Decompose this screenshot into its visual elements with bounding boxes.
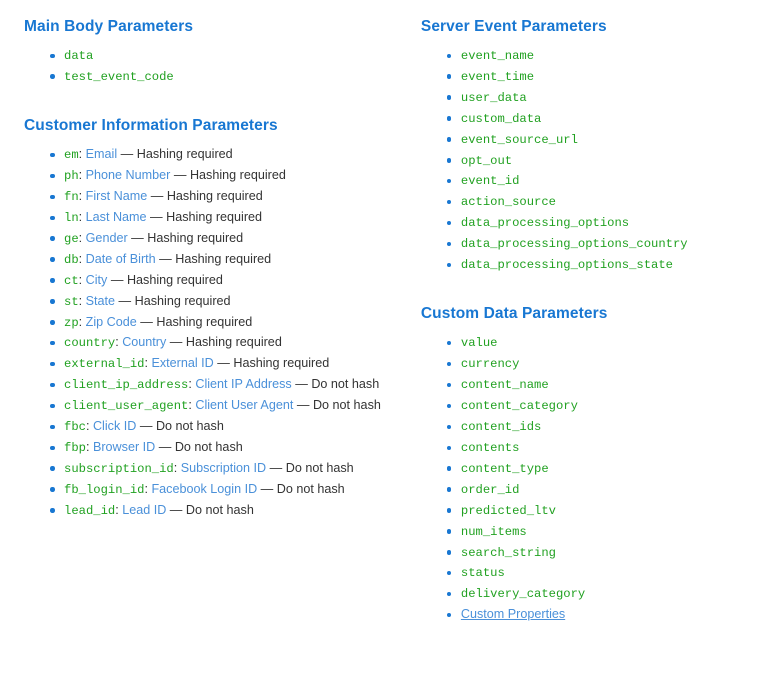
param-note: Hashing required — [147, 230, 244, 245]
list-item — [447, 605, 739, 624]
list-item — [50, 250, 407, 270]
param-note: Hashing required — [185, 335, 282, 350]
list-item — [50, 166, 407, 186]
param-separator: : — [78, 210, 86, 225]
param-note: Hashing required — [175, 251, 272, 266]
list-item — [447, 171, 739, 191]
param-separator: : — [78, 230, 86, 245]
param-code: value — [460, 336, 498, 351]
list-item — [50, 354, 407, 374]
list-item — [50, 480, 407, 500]
param-code: currency — [460, 357, 520, 372]
param-dash: — — [257, 481, 277, 496]
param-separator: : — [78, 314, 86, 329]
param-code: fb_login_id — [64, 482, 145, 497]
param-code: content_name — [460, 378, 549, 393]
list-item — [50, 187, 407, 207]
param-separator: : — [78, 168, 86, 183]
list-item — [50, 46, 407, 66]
param-code: user_data — [460, 90, 527, 105]
param-code: event_source_url — [460, 132, 578, 147]
list-item — [447, 46, 739, 66]
param-code: lead_id — [64, 503, 116, 518]
section-customer-information-parameters — [24, 117, 407, 521]
list-item — [447, 88, 739, 108]
param-code: delivery_category — [460, 587, 586, 602]
list-item — [50, 145, 407, 165]
param-code: content_category — [460, 399, 578, 414]
param-label: State — [85, 293, 116, 308]
param-separator: : — [115, 502, 123, 517]
server-event-parameter-list — [421, 46, 739, 275]
param-label: External ID — [151, 356, 214, 371]
param-dash: — — [117, 147, 137, 162]
section-title-main-body: Main Body Parameters — [24, 18, 194, 35]
param-separator: : — [85, 419, 93, 434]
list-item — [50, 501, 407, 521]
list-item — [447, 67, 739, 87]
right-column — [421, 18, 739, 699]
param-note: Hashing required — [136, 147, 233, 162]
list-item — [447, 438, 739, 458]
param-code: data_processing_options_state — [460, 258, 673, 273]
param-label: Browser ID — [92, 440, 156, 454]
list-item — [447, 130, 739, 150]
param-code: event_time — [460, 69, 535, 84]
main-body-parameter-list — [24, 46, 407, 87]
param-separator: : — [173, 460, 181, 475]
list-item — [50, 313, 407, 333]
param-dash: — — [266, 460, 286, 475]
param-code: ge — [64, 231, 79, 246]
param-separator: : — [78, 293, 86, 308]
section-custom-data-parameters — [421, 305, 739, 624]
param-note: Do not hash — [174, 440, 243, 454]
param-code: ln — [64, 211, 79, 226]
param-dash: — — [166, 502, 186, 517]
param-separator: : — [188, 398, 196, 413]
param-separator: : — [78, 189, 86, 204]
param-code: em — [64, 148, 79, 163]
list-item — [50, 417, 407, 437]
param-code: client_ip_address — [64, 378, 189, 393]
param-label: Subscription ID — [180, 460, 267, 475]
param-note: Do not hash — [276, 481, 345, 496]
list-item — [50, 396, 407, 416]
param-label: Client IP Address — [195, 377, 292, 392]
param-label: Client User Agent — [195, 398, 294, 413]
list-item — [447, 213, 739, 233]
param-label: Date of Birth — [85, 251, 156, 266]
param-note: Do not hash — [155, 419, 224, 434]
list-item — [447, 354, 739, 374]
param-label: First Name — [85, 189, 148, 204]
param-code: fbc — [64, 420, 86, 435]
param-code: client_user_agent — [64, 399, 189, 414]
param-code: search_string — [460, 545, 556, 560]
param-code: data — [64, 49, 94, 63]
param-code: custom_data — [460, 111, 542, 126]
param-code: subscription_id — [64, 461, 174, 476]
param-separator: : — [188, 377, 196, 392]
left-column — [24, 18, 421, 699]
section-title-custom-data: Custom Data Parameters — [420, 305, 608, 323]
list-item — [50, 459, 407, 479]
section-title-customer-information: Customer Information Parameters — [24, 117, 278, 135]
param-label: City — [85, 272, 108, 287]
list-item — [50, 438, 407, 458]
list-item — [447, 522, 739, 542]
custom-properties-link[interactable]: Custom Properties — [460, 607, 566, 622]
param-dash: — — [170, 168, 190, 183]
param-label: Phone Number — [85, 168, 171, 183]
list-item — [447, 480, 739, 500]
param-dash: — — [293, 398, 313, 413]
section-title-server-event: Server Event Parameters — [420, 18, 607, 35]
list-item — [447, 501, 739, 521]
param-code: fbp — [64, 441, 86, 455]
param-label: Last Name — [85, 210, 147, 225]
param-code: ct — [64, 273, 79, 288]
param-separator: : — [115, 335, 123, 350]
list-item — [447, 584, 739, 604]
list-item — [447, 396, 739, 416]
list-item — [50, 271, 407, 291]
param-note: Hashing required — [156, 314, 253, 329]
list-item — [447, 192, 739, 212]
param-code: external_id — [64, 357, 145, 372]
param-label: Gender — [85, 230, 128, 245]
param-code: test_event_code — [64, 69, 174, 84]
param-separator: : — [144, 481, 152, 496]
param-separator: : — [78, 147, 86, 162]
param-dash: — — [107, 272, 127, 287]
param-dash: — — [166, 335, 186, 350]
custom-data-parameter-list — [421, 333, 739, 624]
param-dash: — — [155, 440, 175, 454]
param-note: Hashing required — [134, 293, 231, 308]
param-note: Hashing required — [166, 210, 263, 225]
param-dash: — — [115, 293, 135, 308]
list-item — [50, 208, 407, 228]
list-item — [447, 563, 739, 583]
param-code: ph — [64, 169, 79, 184]
param-note: Hashing required — [166, 189, 263, 204]
param-dash: — — [155, 251, 176, 266]
param-code: data_processing_options — [460, 216, 630, 231]
customer-information-parameter-list — [24, 145, 407, 521]
param-code: db — [64, 252, 79, 267]
param-label: Facebook Login ID — [151, 481, 258, 496]
param-dash: — — [136, 314, 157, 329]
list-item — [447, 375, 739, 395]
param-label: Lead ID — [122, 502, 167, 517]
list-item — [447, 459, 739, 479]
list-item — [447, 333, 739, 353]
param-code: event_id — [460, 174, 520, 189]
param-label: Country — [122, 335, 167, 350]
list-item — [447, 417, 739, 437]
param-code: order_id — [460, 482, 520, 497]
param-code: contents — [460, 441, 520, 455]
param-separator: : — [144, 356, 152, 371]
param-note: Do not hash — [285, 460, 354, 475]
param-separator: : — [85, 440, 93, 454]
param-code: fn — [64, 190, 79, 205]
section-main-body-parameters — [24, 18, 407, 87]
param-dash: — — [291, 377, 312, 392]
param-note: Hashing required — [233, 356, 330, 371]
list-item — [50, 292, 407, 312]
param-separator: : — [78, 251, 86, 266]
param-dash: — — [213, 356, 234, 371]
param-note: Hashing required — [126, 272, 223, 287]
param-code: st — [64, 294, 79, 309]
section-server-event-parameters — [421, 18, 739, 275]
param-separator: : — [78, 272, 86, 287]
list-item — [50, 375, 407, 395]
param-dash: — — [147, 189, 167, 204]
param-code: predicted_ltv — [460, 503, 556, 518]
param-code: content_ids — [460, 420, 542, 435]
list-item — [447, 543, 739, 563]
param-note: Do not hash — [185, 502, 254, 517]
param-code: country — [64, 336, 116, 351]
list-item — [50, 333, 407, 353]
list-item — [447, 109, 739, 129]
param-note: Hashing required — [189, 168, 286, 183]
list-item — [447, 151, 739, 171]
param-label: Zip Code — [85, 314, 137, 329]
param-label: Email — [85, 147, 118, 162]
param-code: opt_out — [460, 153, 513, 168]
param-note: Do not hash — [312, 398, 381, 413]
param-code: action_source — [460, 195, 556, 210]
param-code: event_name — [460, 49, 535, 63]
param-note: Do not hash — [311, 377, 380, 392]
param-dash: — — [146, 210, 167, 225]
param-label: Click ID — [92, 419, 137, 434]
param-dash: — — [136, 419, 156, 434]
param-code: zp — [64, 315, 79, 330]
list-item — [447, 234, 739, 254]
list-item — [50, 229, 407, 249]
param-dash: — — [127, 230, 148, 245]
list-item — [447, 255, 739, 275]
param-code: data_processing_options_country — [460, 237, 688, 252]
param-code: num_items — [460, 524, 527, 539]
list-item — [50, 67, 407, 87]
param-code: status — [460, 566, 505, 581]
param-code: content_type — [460, 461, 549, 476]
